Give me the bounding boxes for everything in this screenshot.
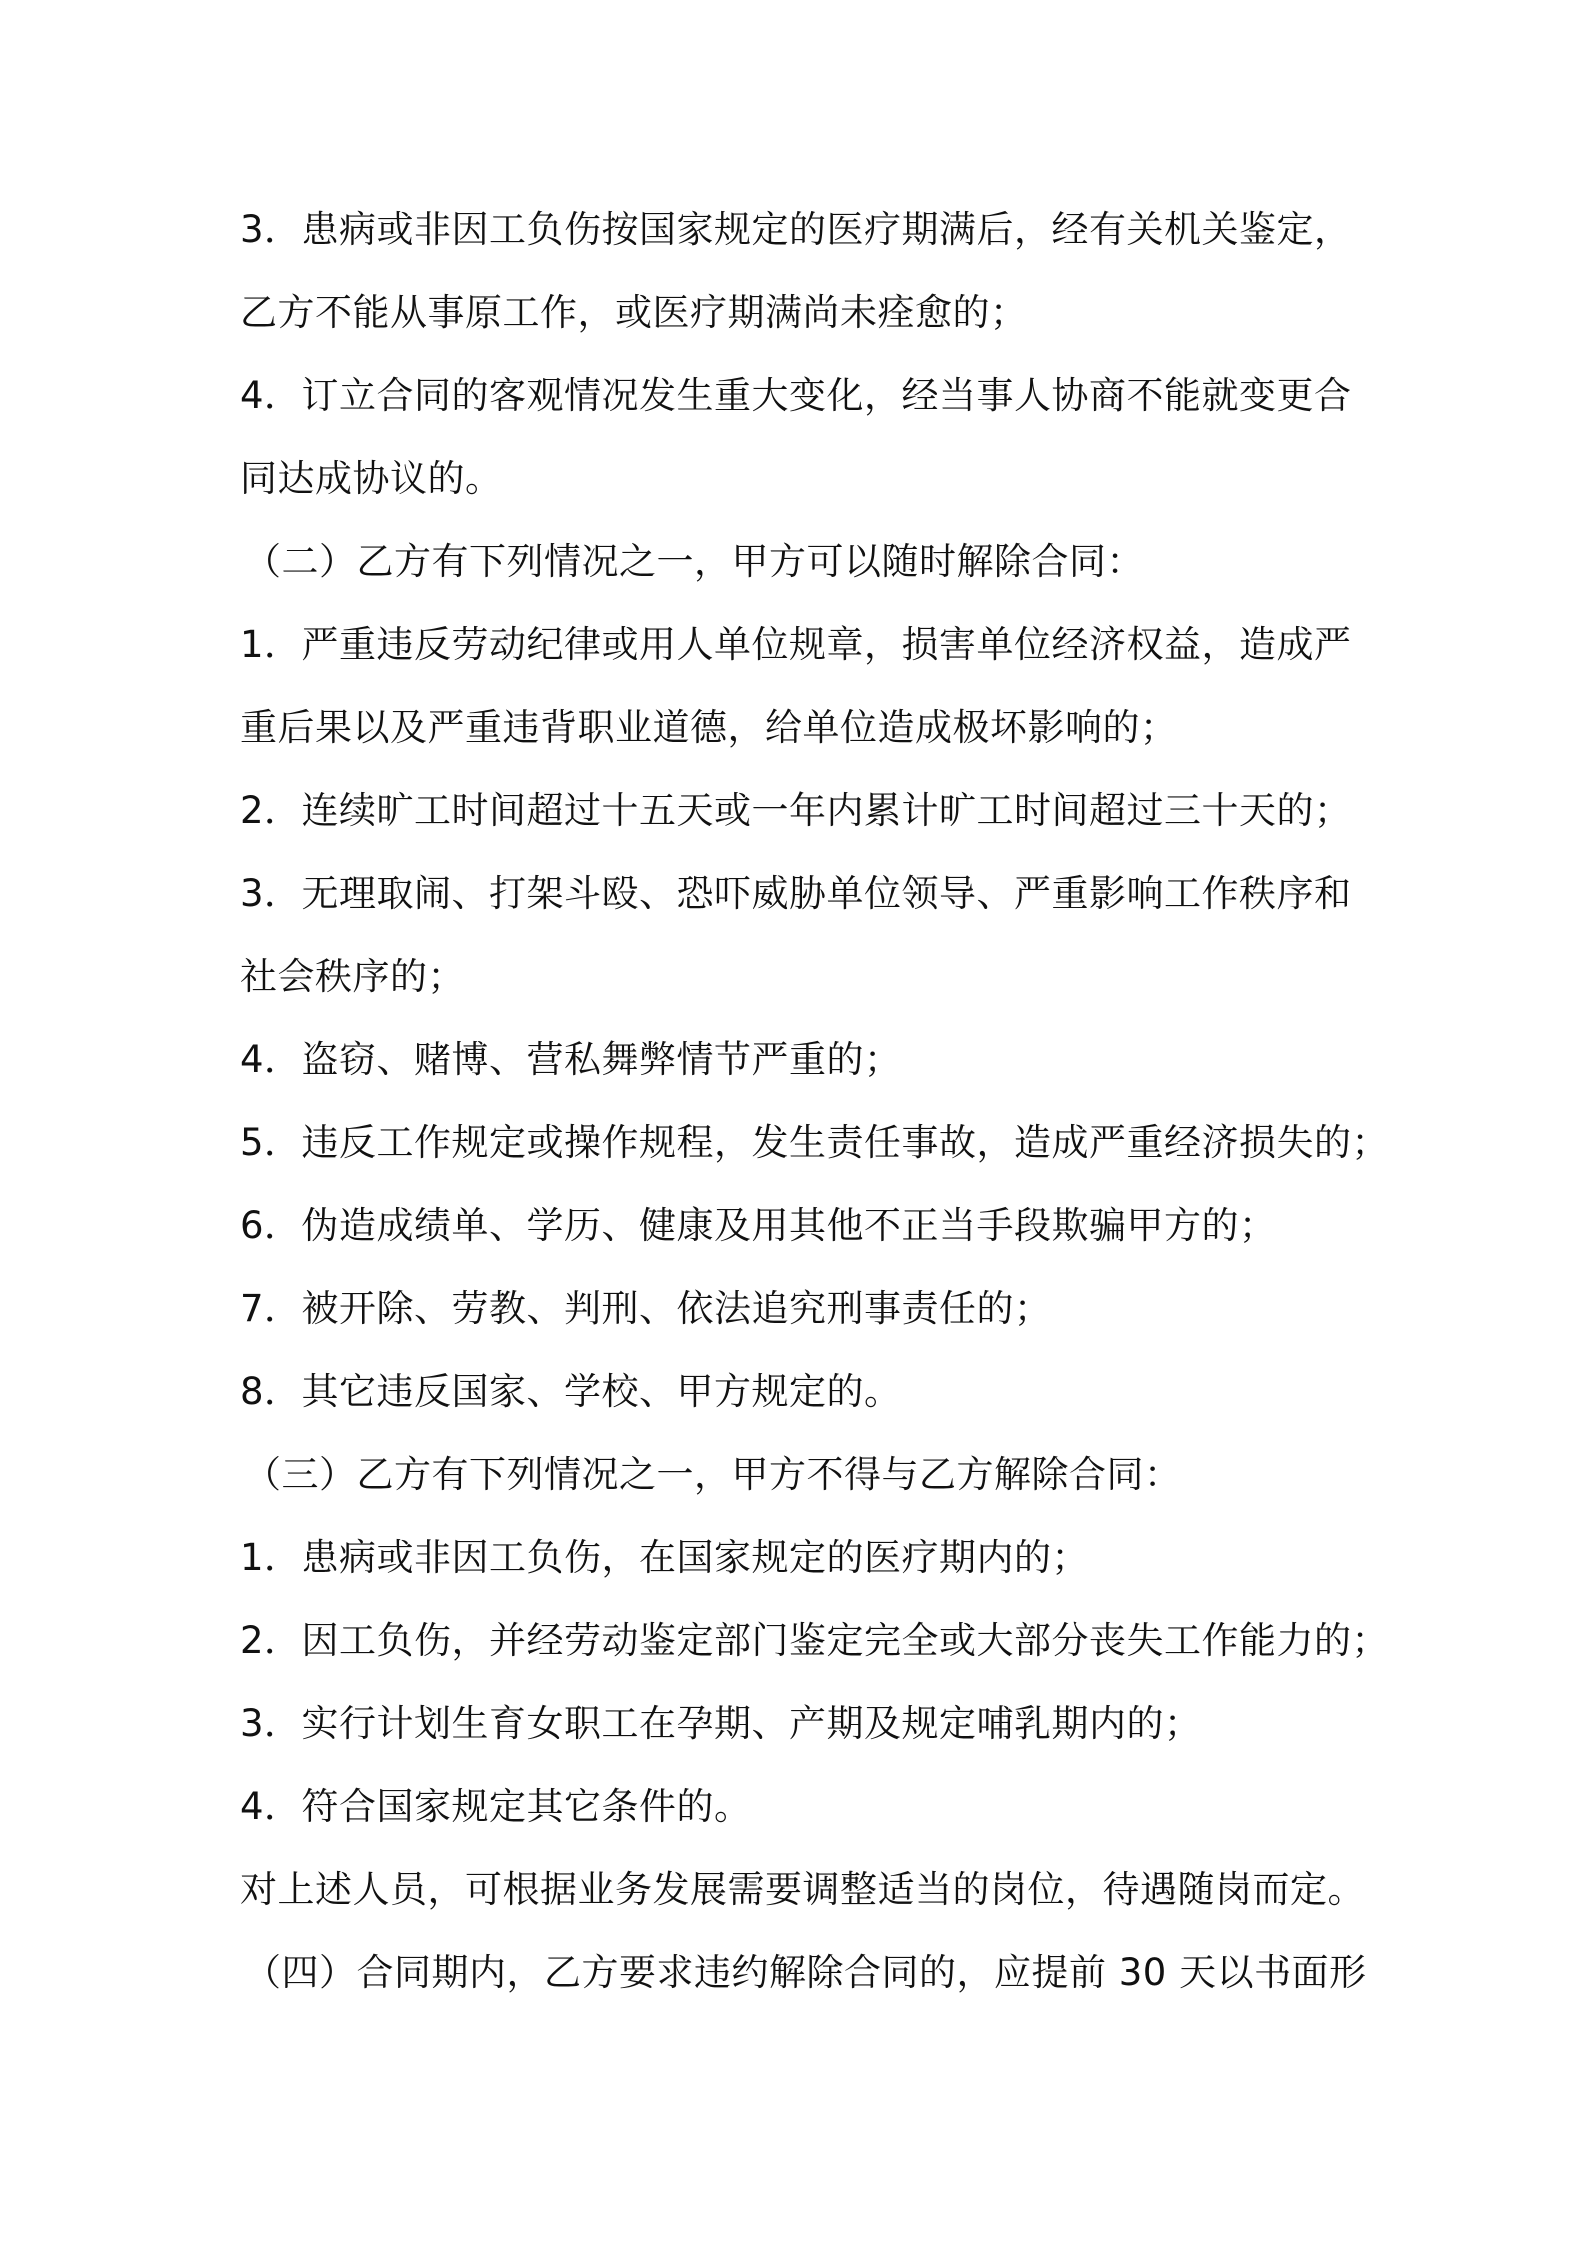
text-line: 对上述人员，可根据业务发展需要调整适当的岗位，待遇随岗而定。 [240,1868,1365,1911]
text-line: 乙方不能从事原工作，或医疗期满尚未痊愈的； [240,291,1028,334]
text-line: 4．符合国家规定其它条件的。 [240,1785,752,1828]
text-line: 3．无理取闹、打架斗殴、恐吓威胁单位领导、严重影响工作秩序和 [240,872,1352,915]
section-heading: （三）乙方有下列情况之一，甲方不得与乙方解除合同： [244,1453,1182,1496]
text-line: 6．伪造成绩单、学历、健康及用其他不正当手段欺骗甲方的； [240,1204,1277,1247]
text-line: 2．因工负伤，并经劳动鉴定部门鉴定完全或大部分丧失工作能力的； [240,1619,1390,1662]
text-line: 4．盗窃、赌博、营私舞弊情节严重的； [240,1038,902,1081]
text-line: 重后果以及严重违背职业道德，给单位造成极坏影响的； [240,706,1178,749]
text-line: 3．患病或非因工负伤按国家规定的医疗期满后，经有关机关鉴定， [240,208,1352,251]
text-line: 8．其它违反国家、学校、甲方规定的。 [240,1370,902,1413]
text-line: 社会秩序的； [240,955,465,998]
text-line: 3．实行计划生育女职工在孕期、产期及规定哺乳期内的； [240,1702,1202,1745]
text-line: 1．严重违反劳动纪律或用人单位规章，损害单位经济权益，造成严 [240,623,1352,666]
text-line: 5．违反工作规定或操作规程，发生责任事故，造成严重经济损失的； [240,1121,1390,1164]
text-line: 同达成协议的。 [240,457,503,500]
text-line: 2．连续旷工时间超过十五天或一年内累计旷工时间超过三十天的； [240,789,1352,832]
section-heading: （二）乙方有下列情况之一，甲方可以随时解除合同： [244,540,1144,583]
section-heading: （四）合同期内，乙方要求违约解除合同的，应提前 30 天以书面形 [244,1951,1367,1994]
text-line: 7．被开除、劳教、判刑、依法追究刑事责任的； [240,1287,1052,1330]
text-line: 1．患病或非因工负伤，在国家规定的医疗期内的； [240,1536,1090,1579]
text-line: 4．订立合同的客观情况发生重大变化，经当事人协商不能就变更合 [240,374,1352,417]
